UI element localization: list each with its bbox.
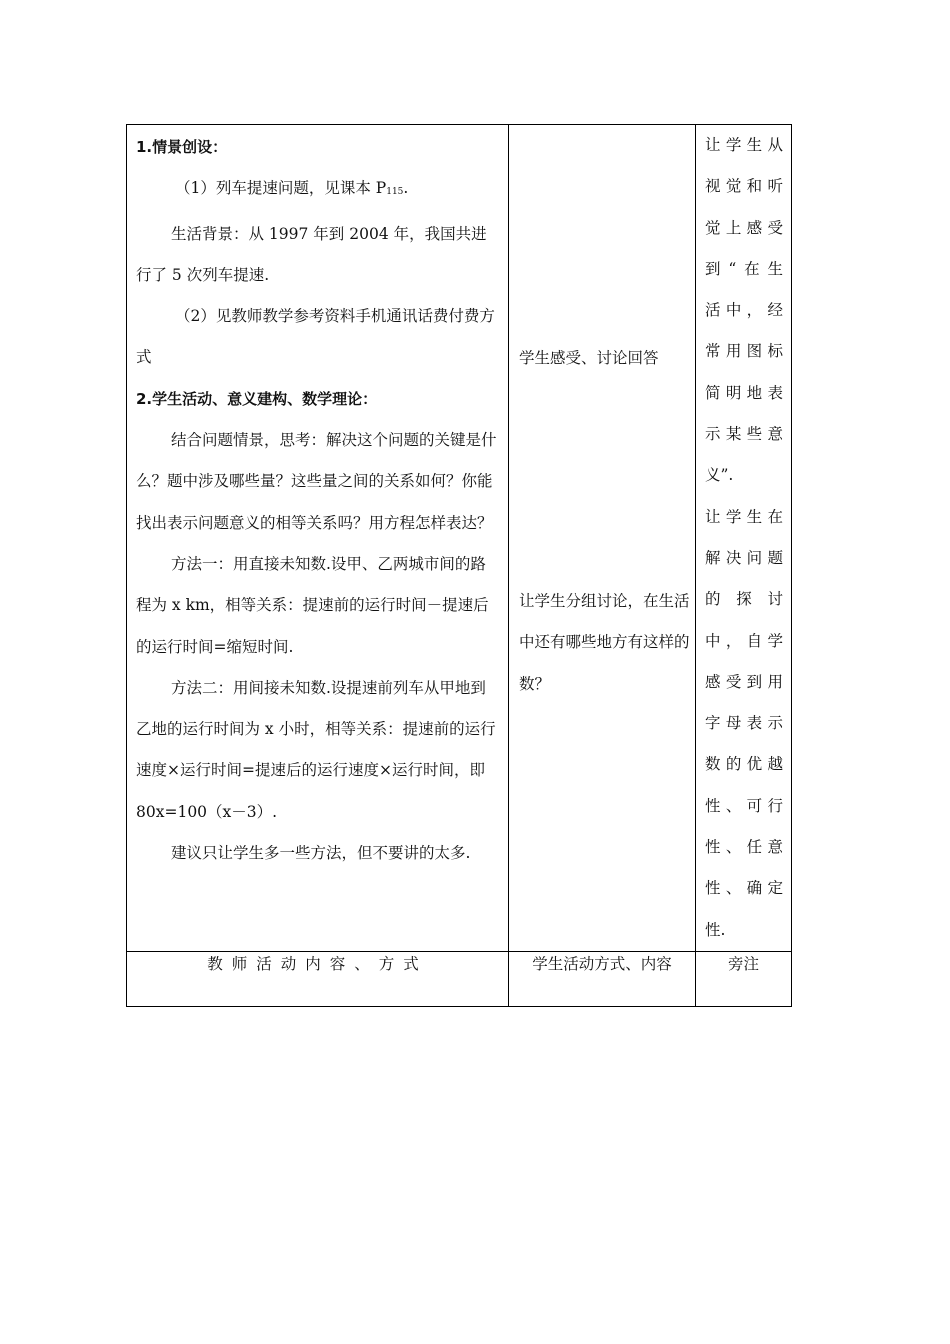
label-student-activity: 学生活动方式、内容 [509, 951, 696, 1006]
section-heading-1: 1.情景创设： [136, 138, 228, 156]
header-labels-row [127, 951, 792, 1006]
side-note-line: 活中，经 [705, 301, 783, 320]
side-note-line: 字母表示 [705, 714, 783, 733]
side-note-line: 性. [705, 920, 726, 939]
student-activity-2: 让学生分组讨论，在生活中还有哪些地方有这样的数？ [519, 592, 690, 693]
paragraph-suggestion: 建议只让学生多一些方法，但不要讲的太多. [171, 844, 471, 863]
side-note-line: 常用图标 [705, 342, 783, 361]
paragraph-think: 结合问题情景，思考：解决这个问题的关键是什么？题中涉及哪些量？这些量之间的关系如何？你能找出表示问题意义的相等关系吗？用方程怎样表达？ [136, 431, 497, 532]
label-side-note: 旁注 [696, 951, 792, 1006]
student-activity-cell [509, 125, 696, 952]
side-note-line: 性、任意 [705, 838, 783, 857]
side-note-line: 让学生从 [705, 136, 783, 154]
side-note-line: 示某些意 [705, 425, 783, 444]
side-note-line: 性、确定 [705, 879, 783, 898]
side-note-line: 中，自学 [705, 631, 783, 650]
side-note-line: 解决问题 [705, 548, 783, 567]
paragraph-train-problem: （1）列车提速问题，见课本 P115. [175, 179, 409, 198]
paragraph-method-one: 方法一：用直接未知数.设甲、乙两城市间的路程为 x km，相等关系：提速前的运行时间－提速后的运行时间=缩短时间. [136, 554, 489, 656]
side-note-line: 简明地表 [705, 383, 783, 402]
label-teacher-activity: 教师活动内容、方式 [127, 951, 509, 1006]
paragraph-background: 生活背景：从 1997 年到 2004 年，我国共进行了 5 次列车提速. [136, 224, 487, 284]
side-note-line: 性、可行 [705, 796, 783, 815]
side-note [696, 125, 791, 951]
section-heading-2: 2.学生活动、意义建构、数学理论： [136, 389, 378, 408]
side-note-line: 数的优越 [705, 755, 783, 774]
lesson-table [126, 124, 792, 1007]
content-row [127, 125, 792, 952]
side-note-line: 让学生在 [705, 507, 783, 526]
side-note-cell [696, 125, 792, 952]
teacher-activity-cell [127, 125, 509, 952]
side-note-line: 视觉和听 [705, 177, 783, 196]
side-note-line: 到“在生 [705, 259, 783, 278]
student-activity-1: 学生感受、讨论回答 [519, 349, 659, 367]
side-note-line: 感受到用 [705, 672, 783, 691]
paragraph-phone-fees: （2）见教师教学参考资料手机通讯话费付费方式 [136, 307, 495, 367]
side-note-line: 义”. [705, 466, 734, 485]
side-note-line: 的 探 讨 [705, 590, 783, 609]
paragraph-method-two: 方法二：用间接未知数.设提速前列车从甲地到乙地的运行时间为 x 小时，相等关系：提速前的运行速度×运行时间=提速后的运行速度×运行时间，即 80x=100（x－3）. [136, 678, 496, 821]
side-note-line: 觉上感受 [705, 218, 783, 237]
